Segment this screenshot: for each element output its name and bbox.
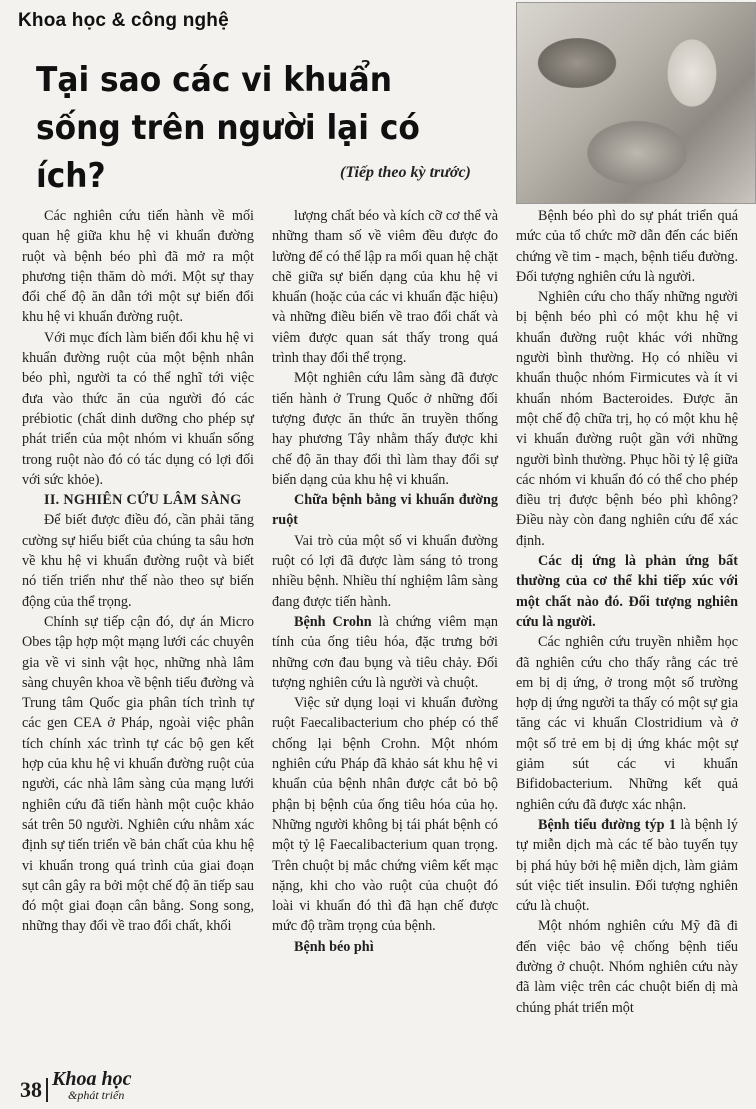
column-3: [516, 206, 738, 1018]
section-label: Khoa học & công nghệ: [18, 10, 229, 31]
paragraph: Bệnh béo phì do sự phát triển quá mức của tổ chức mỡ dẫn đến các biến chứng về tim - mạch, bệnh tiểu đường. Đối tượng nghiên cứu là người.: [516, 208, 738, 285]
paragraph: Một nghiên cứu lâm sàng đã được tiến hành ở Trung Quốc ở những đối tượng được ăn thức ăn truyền thống hay phương Tây nhằm thấy được khi chế độ ăn thay đổi thì làm thay đổi sự biến dạng của khu hệ vi khuẩn.: [272, 370, 498, 488]
paragraph-text: là chứng viêm mạn tính của ống tiêu hóa, đặc trưng bởi những cơn đau bụng và tiêu chảy. Đối tượng nghiên cứu là người và chuột.: [272, 613, 498, 691]
paragraph: Việc sử dụng loại vi khuẩn đường ruột Faecalibacterium cho phép có thể chống lại bệnh Crohn. Một nhóm nghiên cứu Pháp đã khảo sát khu hệ vi khuẩn của bệnh nhân được cắt bỏ bộ phận bị bệnh của ống tiêu hóa của họ. Những người không bị tái phát bệnh có một tỷ lệ Faecalibacterium quan trọng. Trên chuột bị mắc chứng viêm kết mạc nặng, khi cho vào ruột của chuột đó loài vi khuẩn đó thì đã hạn chế được mức độ trầm trọng của bệnh.: [272, 695, 498, 935]
article-subtitle: (Tiếp theo kỳ trước): [340, 164, 471, 181]
paragraph: [272, 612, 498, 693]
bold-term: Bệnh tiểu đường týp 1: [538, 816, 676, 833]
bold-term: Bệnh Crohn: [294, 613, 372, 630]
title-line-1: Tại sao các vi khuẩn: [36, 60, 392, 100]
paragraph: Chính sự tiếp cận đó, dự án Micro Obes tập hợp một mạng lưới các chuyên gia về vi sinh vật học, những nhà lâm sàng chuyên khoa về bệnh tiểu đường và Trung tâm Quốc gia phân tích trình tự các gen CEA ở Pháp, ngoài việc phân tích chính xác trình tự các bộ gen kết hợp của khu hệ vi khuẩn đường ruột của người, các nhà lâm sàng của mạng lưới nghiên cứu đã tiến hành một cuộc khảo sát trên 50 người. Nghiên cứu nhằm xác định sự tiến triển về bản chất của khu hệ vi khuẩn trong quá trình của giai đoạn sụt cân gây ra bởi một chế độ ăn tiếp sau đó một giai đoạn cân bằng. Song song, những thay đổi về trao đổi chất, khối: [22, 613, 254, 935]
paragraph: lượng chất béo và kích cỡ cơ thể và những tham số về viêm đều được đo lường để có thể lập ra mối quan hệ chặt chẽ giữa sự biến dạng của khu hệ vi khuẩn (hoặc của các vi khuẩn đặc hiệu) và những điều biến về trao đổi chất và viêm được quan sát thấy trong quá trình thay đổi thể trọng.: [272, 208, 498, 367]
page-footer: [20, 1068, 132, 1102]
paragraph: Các nghiên cứu tiến hành về mối quan hệ giữa khu hệ vi khuẩn đường ruột và bệnh béo phì đã mở ra một phương tiện thăm dò mới. Một sự thay đổi chế độ ăn dẫn tới một sự biến đổi khu hệ vi khuẩn đường ruột.: [22, 208, 254, 326]
subheading: Bệnh béo phì: [294, 938, 374, 955]
logo-main: Khoa học: [52, 1068, 132, 1090]
logo-sub: &phát triển: [68, 1088, 125, 1102]
page-number: 38: [20, 1078, 48, 1102]
paragraph: Một nhóm nghiên cứu Mỹ đã đi đến việc bảo vệ chống bệnh tiểu đường ở chuột. Nhóm nghiên cứu này đã làm việc trên các chuột biến dị mà chúng phát triển một: [516, 918, 738, 1016]
subheading: Chữa bệnh bằng vi khuẩn đường ruột: [272, 492, 498, 529]
paragraph: Để biết được điều đó, cần phải tăng cường sự hiểu biết của chúng ta sâu hơn về khu hệ vi khuẩn đường ruột và biết nó tiến triển như thế nào theo sự biến động của thể trọng.: [22, 512, 254, 610]
magazine-logo: [52, 1068, 132, 1102]
title-line-2: sống trên người lại có ích?: [36, 108, 420, 196]
section-heading: II. NGHIÊN CỨU LÂM SÀNG: [44, 492, 242, 509]
paragraph: Nghiên cứu cho thấy những người bị bệnh béo phì có một khu hệ vi khuẩn đường ruột khác với những người bình thường. Họ có nhiều vi khuẩn thuộc nhóm Firmicutes và ít vi khuẩn nhóm Bacteroides. Được ăn một chế độ chữa trị, họ có một khu hệ vi khuẩn đường ruột gần với những người bình thường. Phục hồi tỷ lệ giữa các nhóm vi khuẩn đó có thể cho phép điều trị được bệnh béo phì không? Điều này còn đang nghiên cứu để xác định.: [516, 289, 738, 549]
paragraph-text: là bệnh lý tự miễn dịch mà các tế bào tuyến tụy bị phá hủy bởi hệ miễn dịch, làm giảm sút việc tiết insulin. Đối tượng nghiên cứu là chuột.: [516, 816, 738, 915]
paragraph: Vai trò của một số vi khuẩn đường ruột có lợi đã được làm sáng tỏ trong nhiều bệnh. Nhiều thí nghiệm lâm sàng đang được tiến hành.: [272, 532, 498, 610]
subheading: Các dị ứng là phản ứng bất thường của cơ thể khi tiếp xúc với một chất nào đó. Đối tượng nghiên cứu là người.: [516, 553, 738, 630]
paragraph: Với mục đích làm biến đổi khu hệ vi khuẩn đường ruột của một bệnh nhân béo phì, người ta có thể nghĩ tới việc đưa vào thức ăn của người đó các prébiotic (chất dinh dưỡng cho phép sự phát triển của một nhóm vi khuẩn sống trong ruột nào đó có tác dụng có lợi đối với sức khỏe).: [22, 329, 254, 488]
column-2: [272, 206, 498, 957]
paragraph: [516, 815, 738, 916]
photo-scientist-image: [516, 2, 756, 204]
column-1: [22, 206, 254, 937]
paragraph: Các nghiên cứu truyền nhiễm học đã nghiên cứu cho thấy rằng các trẻ em bị dị ứng, ở trong một số trường hợp dị ứng người ta thấy có một sự gia tăng các vi khuẩn Clostridium và ở một số trẻ em bị dị ứng khác một sự giảm sút các vi khuẩn Bifidobacterium. Những kết quả nghiên cứu đã được xác nhận.: [516, 634, 738, 813]
